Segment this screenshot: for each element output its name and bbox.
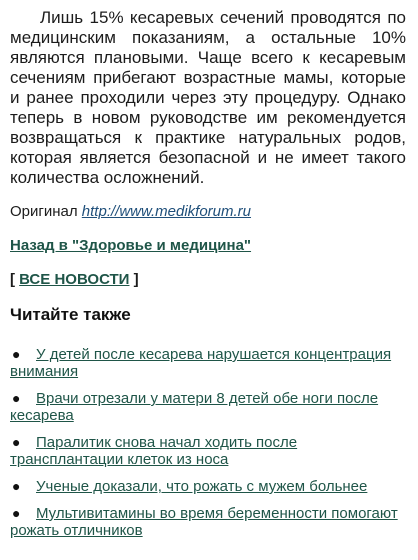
back-to-health-link[interactable]: Назад в "Здоровье и медицина" (10, 237, 252, 254)
bullet-icon: ● (12, 505, 21, 521)
bullet-icon: ● (12, 434, 21, 450)
source-label: Оригинал (10, 203, 78, 220)
close-bracket: ] (133, 271, 139, 288)
source-line (10, 202, 406, 222)
read-also-title: Читайте также (10, 305, 131, 324)
bullet-icon: ● (12, 390, 21, 406)
article-paragraph: Лишь 15% кесаревых сечений проводятся по медицинским показаниям, а остальные 10% являются плановыми. Чаще всего к кесаревым сечениям прибегают возрастные мамы, которые и ранее проходили через эту процедуру. Однако теперь в новом руководстве им рекомендуется возвращаться к практике натуральных родов, которая является безопасной и не имеет такого количества осложнений. (10, 8, 406, 187)
list-item (10, 478, 406, 495)
list-item (10, 390, 406, 424)
open-bracket: [ (10, 271, 15, 288)
related-article-link[interactable]: Паралитик снова начал ходить после трансплантации клеток из носа (10, 434, 298, 468)
related-article-link[interactable]: Врачи отрезали у матери 8 детей обе ноги после кесарева (10, 390, 379, 424)
related-article-link[interactable]: У детей после кесарева нарушается концентрация внимания (10, 346, 392, 380)
all-news-line (10, 270, 406, 290)
related-article-link[interactable]: Мультивитамины во время беременности помогают рожать отличников (10, 505, 398, 539)
related-article-link[interactable]: Ученые доказали, что рожать с мужем больнее (36, 478, 368, 495)
bullet-icon: ● (12, 346, 21, 362)
list-item (10, 434, 406, 468)
list-item (10, 505, 406, 539)
bullet-icon: ● (12, 478, 21, 494)
list-item (10, 346, 406, 380)
all-news-link[interactable]: ВСЕ НОВОСТИ (19, 271, 130, 288)
related-articles-list (10, 346, 406, 539)
source-link[interactable]: http://www.medikforum.ru (81, 203, 252, 220)
